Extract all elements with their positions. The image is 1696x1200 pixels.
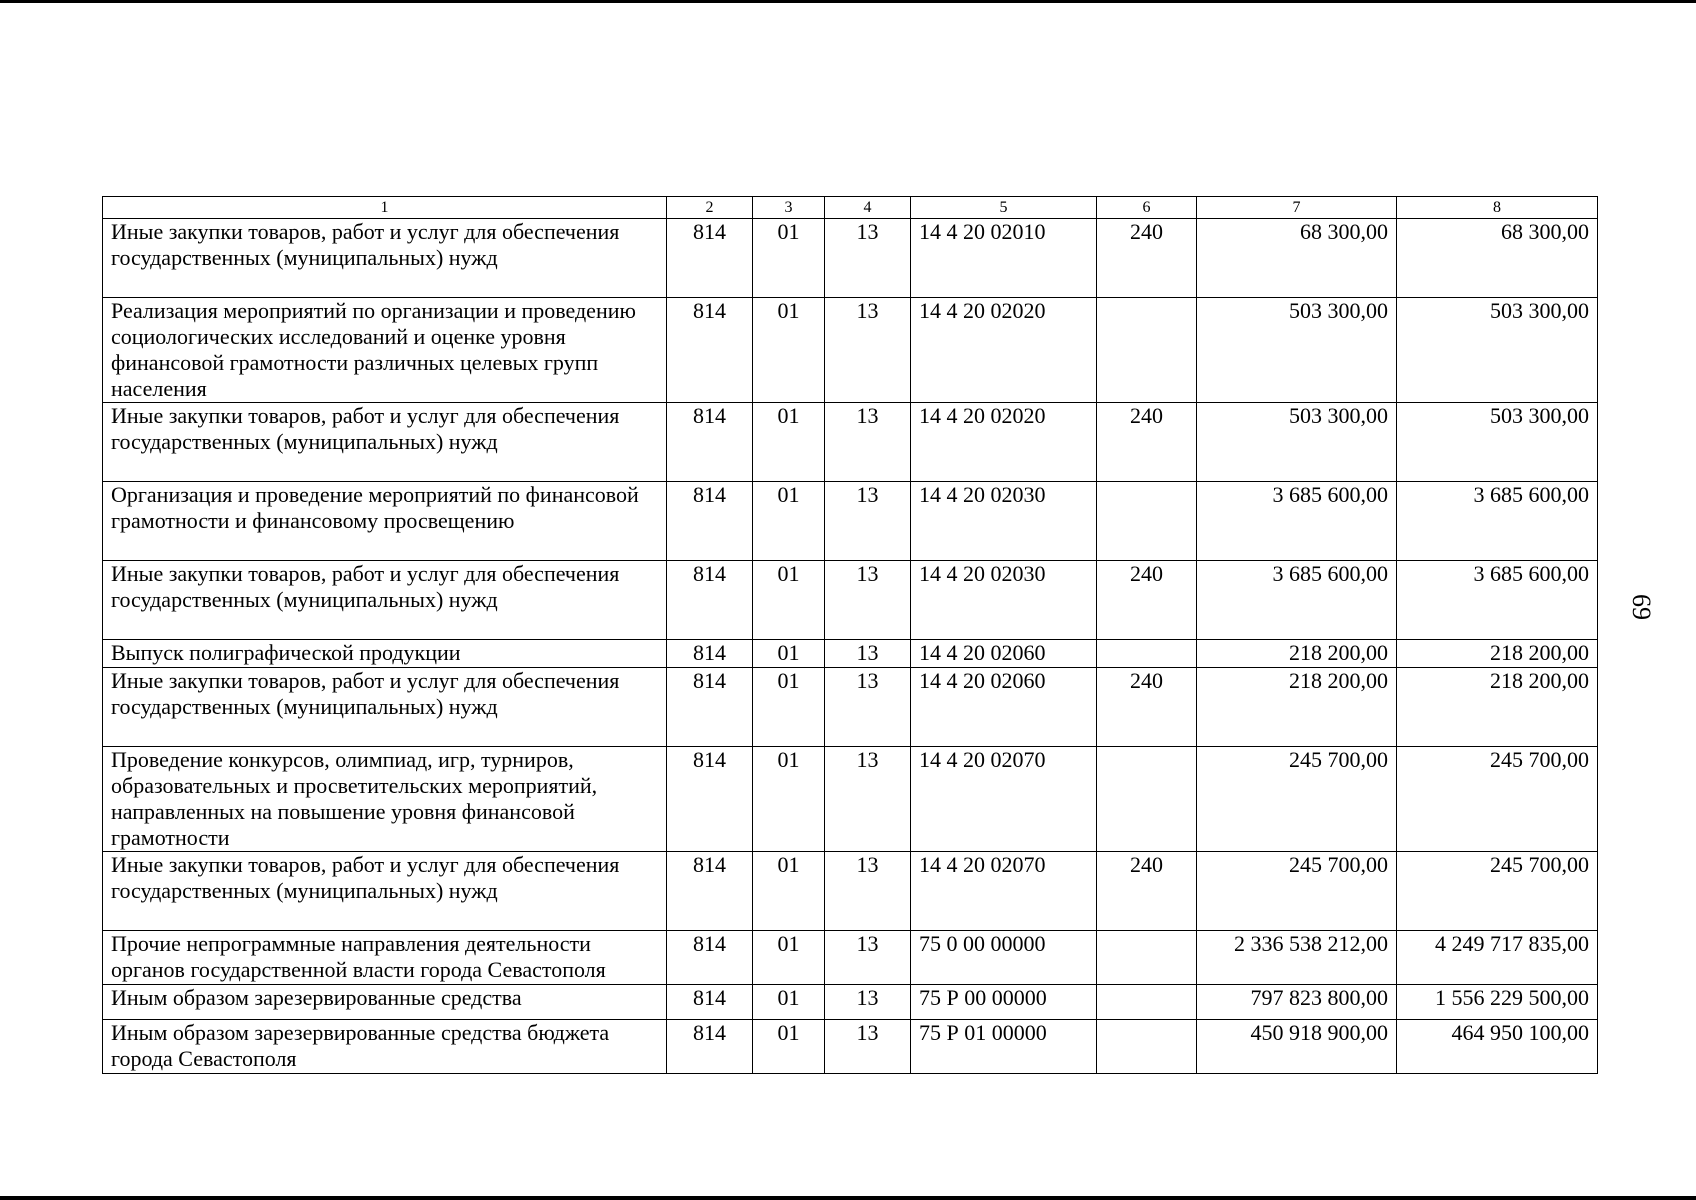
row-name-cell: Иным образом зарезервированные средства: [103, 985, 667, 1020]
target-article-cell: 75 0 00 00000: [911, 931, 1097, 985]
column-header-2: 2: [667, 197, 753, 219]
amount-col8-cell: 1 556 229 500,00: [1397, 985, 1598, 1020]
row-name-cell: Иные закупки товаров, работ и услуг для обеспечения государственных (муниципальных) нужд: [103, 668, 667, 747]
row-name-cell: Выпуск полиграфической продукции: [103, 640, 667, 668]
section-cell: 01: [753, 561, 825, 640]
row-name-cell: Иные закупки товаров, работ и услуг для обеспечения государственных (муниципальных) нужд: [103, 219, 667, 298]
admin-code-cell: 814: [667, 1020, 753, 1074]
subsection-cell: 13: [825, 482, 911, 561]
amount-col7-cell: 3 685 600,00: [1197, 482, 1397, 561]
target-article-cell: 14 4 20 02070: [911, 747, 1097, 852]
amount-col7-cell: 503 300,00: [1197, 298, 1397, 403]
table-row: [103, 298, 1598, 403]
amount-col7-cell: 450 918 900,00: [1197, 1020, 1397, 1074]
amount-col8-cell: 218 200,00: [1397, 640, 1598, 668]
target-article-cell: 14 4 20 02060: [911, 640, 1097, 668]
expense-type-cell: [1097, 747, 1197, 852]
expense-type-cell: 240: [1097, 852, 1197, 931]
table-row: [103, 668, 1598, 747]
expense-type-cell: [1097, 298, 1197, 403]
table-row: [103, 219, 1598, 298]
expense-type-cell: [1097, 931, 1197, 985]
subsection-cell: 13: [825, 403, 911, 482]
expense-type-cell: [1097, 985, 1197, 1020]
expense-type-cell: 240: [1097, 668, 1197, 747]
section-cell: 01: [753, 219, 825, 298]
target-article-cell: 14 4 20 02030: [911, 482, 1097, 561]
subsection-cell: 13: [825, 747, 911, 852]
amount-col7-cell: 3 685 600,00: [1197, 561, 1397, 640]
amount-col8-cell: 68 300,00: [1397, 219, 1598, 298]
section-cell: 01: [753, 1020, 825, 1074]
subsection-cell: 13: [825, 852, 911, 931]
row-name-cell: Иные закупки товаров, работ и услуг для обеспечения государственных (муниципальных) нужд: [103, 852, 667, 931]
subsection-cell: 13: [825, 298, 911, 403]
expense-type-cell: [1097, 640, 1197, 668]
row-name-cell: Иные закупки товаров, работ и услуг для обеспечения государственных (муниципальных) нужд: [103, 403, 667, 482]
amount-col8-cell: 503 300,00: [1397, 298, 1598, 403]
column-header-5: 5: [911, 197, 1097, 219]
amount-col7-cell: 797 823 800,00: [1197, 985, 1397, 1020]
section-cell: 01: [753, 482, 825, 561]
target-article-cell: 75 Р 00 00000: [911, 985, 1097, 1020]
target-article-cell: 14 4 20 02030: [911, 561, 1097, 640]
section-cell: 01: [753, 852, 825, 931]
admin-code-cell: 814: [667, 985, 753, 1020]
expense-type-cell: [1097, 1020, 1197, 1074]
amount-col7-cell: 218 200,00: [1197, 640, 1397, 668]
amount-col8-cell: 3 685 600,00: [1397, 482, 1598, 561]
page-number: 69: [1627, 594, 1656, 620]
section-cell: 01: [753, 640, 825, 668]
row-name-cell: Организация и проведение мероприятий по финансовой грамотности и финансовому просвещению: [103, 482, 667, 561]
amount-col7-cell: 2 336 538 212,00: [1197, 931, 1397, 985]
amount-col8-cell: 218 200,00: [1397, 668, 1598, 747]
admin-code-cell: 814: [667, 219, 753, 298]
bottom-scan-border: [0, 1196, 1696, 1200]
row-name-cell: Иные закупки товаров, работ и услуг для обеспечения государственных (муниципальных) нужд: [103, 561, 667, 640]
admin-code-cell: 814: [667, 931, 753, 985]
column-header-6: 6: [1097, 197, 1197, 219]
column-header-3: 3: [753, 197, 825, 219]
section-cell: 01: [753, 298, 825, 403]
target-article-cell: 14 4 20 02060: [911, 668, 1097, 747]
expense-type-cell: 240: [1097, 219, 1197, 298]
amount-col8-cell: 245 700,00: [1397, 747, 1598, 852]
table-row: [103, 640, 1598, 668]
column-header-8: 8: [1397, 197, 1598, 219]
admin-code-cell: 814: [667, 640, 753, 668]
column-number-header-row: [103, 197, 1598, 219]
target-article-cell: 14 4 20 02010: [911, 219, 1097, 298]
amount-col8-cell: 503 300,00: [1397, 403, 1598, 482]
row-name-cell: Прочие непрограммные направления деятельности органов государственной власти города Севастополя: [103, 931, 667, 985]
table-row: [103, 931, 1598, 985]
budget-table: [102, 196, 1598, 1074]
amount-col8-cell: 245 700,00: [1397, 852, 1598, 931]
row-name-cell: Реализация мероприятий по организации и проведению социологических исследований и оценке уровня финансовой грамотности различных целевых групп населения: [103, 298, 667, 403]
target-article-cell: 14 4 20 02070: [911, 852, 1097, 931]
amount-col7-cell: 245 700,00: [1197, 852, 1397, 931]
admin-code-cell: 814: [667, 747, 753, 852]
subsection-cell: 13: [825, 640, 911, 668]
table-row: [103, 985, 1598, 1020]
column-header-4: 4: [825, 197, 911, 219]
subsection-cell: 13: [825, 668, 911, 747]
expense-type-cell: 240: [1097, 403, 1197, 482]
admin-code-cell: 814: [667, 482, 753, 561]
admin-code-cell: 814: [667, 298, 753, 403]
amount-col7-cell: 218 200,00: [1197, 668, 1397, 747]
amount-col8-cell: 3 685 600,00: [1397, 561, 1598, 640]
expense-type-cell: 240: [1097, 561, 1197, 640]
section-cell: 01: [753, 747, 825, 852]
admin-code-cell: 814: [667, 403, 753, 482]
column-header-1: 1: [103, 197, 667, 219]
expense-type-cell: [1097, 482, 1197, 561]
subsection-cell: 13: [825, 931, 911, 985]
column-header-7: 7: [1197, 197, 1397, 219]
admin-code-cell: 814: [667, 852, 753, 931]
amount-col7-cell: 245 700,00: [1197, 747, 1397, 852]
target-article-cell: 75 Р 01 00000: [911, 1020, 1097, 1074]
subsection-cell: 13: [825, 219, 911, 298]
amount-col7-cell: 503 300,00: [1197, 403, 1397, 482]
amount-col7-cell: 68 300,00: [1197, 219, 1397, 298]
admin-code-cell: 814: [667, 561, 753, 640]
subsection-cell: 13: [825, 985, 911, 1020]
table-row: [103, 482, 1598, 561]
section-cell: 01: [753, 985, 825, 1020]
table-row: [103, 403, 1598, 482]
subsection-cell: 13: [825, 1020, 911, 1074]
target-article-cell: 14 4 20 02020: [911, 298, 1097, 403]
table-row: [103, 561, 1598, 640]
section-cell: 01: [753, 668, 825, 747]
table-row: [103, 852, 1598, 931]
section-cell: 01: [753, 931, 825, 985]
row-name-cell: Иным образом зарезервированные средства бюджета города Севастополя: [103, 1020, 667, 1074]
target-article-cell: 14 4 20 02020: [911, 403, 1097, 482]
admin-code-cell: 814: [667, 668, 753, 747]
amount-col8-cell: 4 249 717 835,00: [1397, 931, 1598, 985]
section-cell: 01: [753, 403, 825, 482]
subsection-cell: 13: [825, 561, 911, 640]
row-name-cell: Проведение конкурсов, олимпиад, игр, турниров, образовательных и просветительских мероприятий, направленных на повышение уровня финансовой грамотности: [103, 747, 667, 852]
top-scan-border: [0, 0, 1696, 3]
table-row: [103, 747, 1598, 852]
table-row: [103, 1020, 1598, 1074]
amount-col8-cell: 464 950 100,00: [1397, 1020, 1598, 1074]
